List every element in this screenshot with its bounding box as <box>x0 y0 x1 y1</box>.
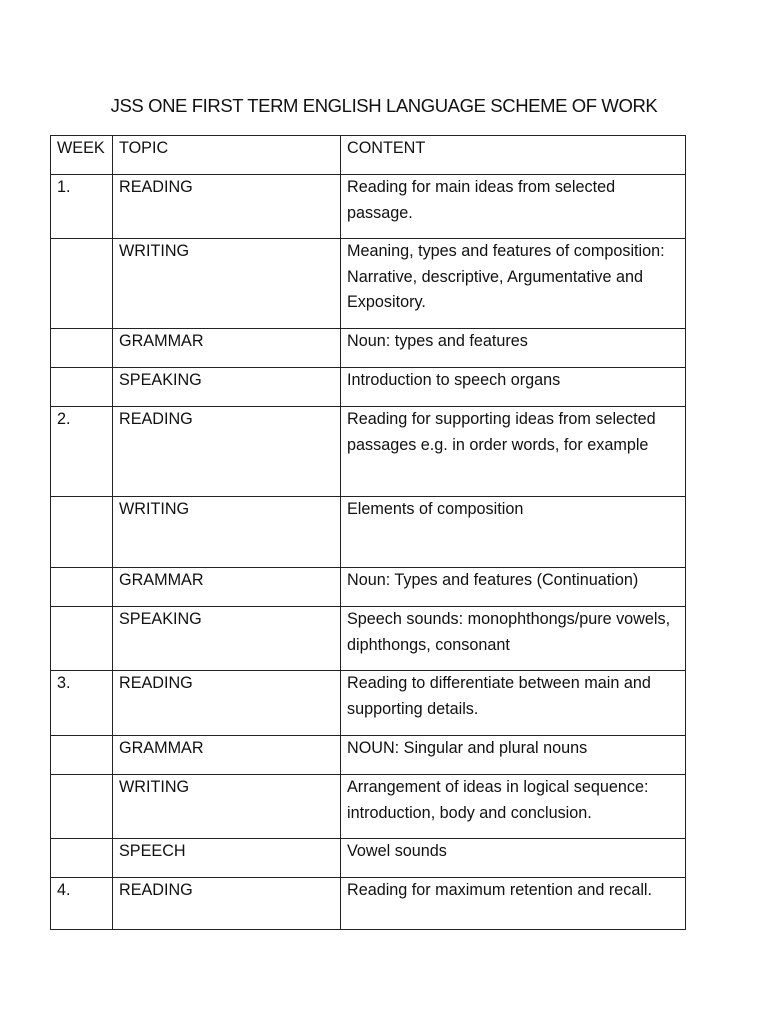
topic-cell: READING <box>113 175 341 239</box>
scheme-of-work-table <box>50 135 686 930</box>
content-cell: Reading to differentiate between main and supporting details. <box>341 671 686 736</box>
content-cell: Introduction to speech organs <box>341 368 686 407</box>
topic-cell: GRAMMAR <box>113 329 341 368</box>
week-cell <box>51 839 113 878</box>
week-cell: 3. <box>51 671 113 736</box>
topic-cell: SPEECH <box>113 839 341 878</box>
table-row <box>51 329 686 368</box>
content-cell: Meaning, types and features of composition: Narrative, descriptive, Argumentative and Expository. <box>341 239 686 329</box>
week-cell <box>51 497 113 568</box>
content-cell: Reading for main ideas from selected passage. <box>341 175 686 239</box>
table-row <box>51 407 686 497</box>
week-cell <box>51 368 113 407</box>
table-row <box>51 736 686 775</box>
week-cell <box>51 607 113 671</box>
week-cell <box>51 239 113 329</box>
table-row <box>51 175 686 239</box>
header-week: WEEK <box>51 136 113 175</box>
table-row <box>51 497 686 568</box>
topic-cell: WRITING <box>113 239 341 329</box>
page-title: JSS ONE FIRST TERM ENGLISH LANGUAGE SCHEME OF WORK <box>110 95 658 116</box>
table-row <box>51 239 686 329</box>
topic-cell: READING <box>113 878 341 930</box>
topic-cell: SPEAKING <box>113 607 341 671</box>
topic-cell: GRAMMAR <box>113 736 341 775</box>
week-cell: 2. <box>51 407 113 497</box>
content-cell: Reading for maximum retention and recall. <box>341 878 686 930</box>
content-cell: Vowel sounds <box>341 839 686 878</box>
topic-cell: WRITING <box>113 497 341 568</box>
content-cell: Speech sounds: monophthongs/pure vowels, diphthongs, consonant <box>341 607 686 671</box>
table-row <box>51 671 686 736</box>
table-row <box>51 607 686 671</box>
week-cell: 4. <box>51 878 113 930</box>
content-cell: Elements of composition <box>341 497 686 568</box>
table-header-row <box>51 136 686 175</box>
table-row <box>51 775 686 839</box>
content-cell: Noun: Types and features (Continuation) <box>341 568 686 607</box>
week-cell: 1. <box>51 175 113 239</box>
content-cell: Noun: types and features <box>341 329 686 368</box>
topic-cell: READING <box>113 407 341 497</box>
content-cell: Reading for supporting ideas from selected passages e.g. in order words, for example <box>341 407 686 497</box>
topic-cell: READING <box>113 671 341 736</box>
week-cell <box>51 568 113 607</box>
content-cell: NOUN: Singular and plural nouns <box>341 736 686 775</box>
week-cell <box>51 329 113 368</box>
week-cell <box>51 775 113 839</box>
content-cell: Arrangement of ideas in logical sequence: introduction, body and conclusion. <box>341 775 686 839</box>
topic-cell: GRAMMAR <box>113 568 341 607</box>
topic-cell: WRITING <box>113 775 341 839</box>
header-topic: TOPIC <box>113 136 341 175</box>
table-row <box>51 839 686 878</box>
table-row <box>51 878 686 930</box>
week-cell <box>51 736 113 775</box>
table-row <box>51 368 686 407</box>
header-content: CONTENT <box>341 136 686 175</box>
topic-cell: SPEAKING <box>113 368 341 407</box>
table-row <box>51 568 686 607</box>
